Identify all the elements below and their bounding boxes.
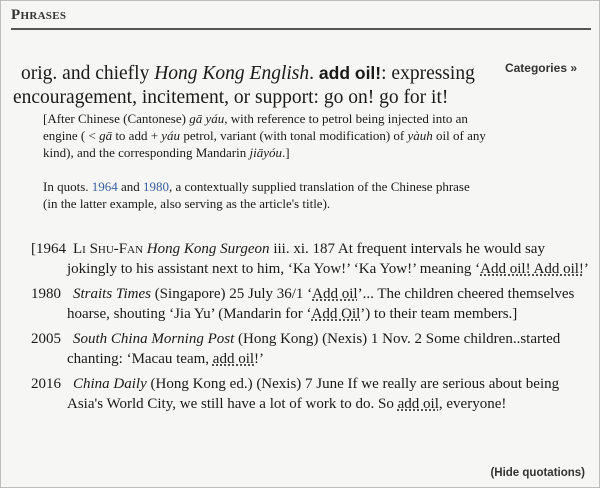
quotation-author: Li Shu-Fan (73, 241, 144, 257)
quotation-item (31, 239, 591, 279)
etymology-text: to add + (112, 128, 162, 143)
quotation-text: , everyone! (438, 396, 507, 412)
etymology-text: [After Chinese (Cantonese) (43, 111, 190, 126)
quotation-text: ’) to their team members.] (360, 306, 518, 322)
quotation-note-text: and (117, 179, 144, 194)
definition-lemma: add oil! (318, 63, 382, 83)
quotation-ref: (Singapore) 25 July 36/1 (150, 286, 304, 302)
section-header (11, 6, 591, 30)
quotation-text: ’ (583, 261, 589, 277)
quotation-ref: (Hong Kong) (Nexis) 1 Nov. 2 (234, 331, 423, 347)
quotation-ref: (Hong Kong ed.) (Nexis) 7 June (146, 376, 344, 392)
quotation-text: If we really are serious about being Asia's World City, we still have a lot of work to do. So (67, 376, 560, 412)
year-link-1964[interactable]: 1964 (91, 179, 118, 194)
definition-region: Hong Kong English (154, 63, 310, 84)
categories-link[interactable]: Categories » (504, 61, 577, 75)
etymology-word: gā (99, 128, 113, 143)
quotation-year: 1980 (31, 286, 61, 302)
quotation-text: At frequent intervals he would say jokingly to his assistant next to him, ‘Ka Yow!’ ‘Ka Yow!’ meaning ‘ (67, 241, 545, 277)
etymology-word: jiāyóu (249, 145, 283, 160)
hide-quotations-link[interactable]: (Hide quotations) (490, 467, 585, 479)
quotation-note-text: In quots. (43, 179, 92, 194)
quotation-highlight: Add oil (312, 286, 358, 302)
etymology-text: oil of any kind), and the corresponding Mandarin (43, 128, 486, 160)
definition-text: : expressing encouragement, incitement, or support: go on! go for it! (13, 63, 475, 108)
etymology-word: yáu (161, 128, 181, 143)
etymology-text: .] (282, 145, 290, 160)
quotation-item (31, 374, 591, 414)
quotation-note (43, 178, 483, 212)
quotation-highlight: add oil (397, 396, 439, 412)
etymology (43, 110, 493, 161)
quotation-highlight: add oil (212, 351, 255, 367)
quotation-text: Some children..started chanting: ‘Macau team, (67, 331, 561, 367)
quotation-note-text: , a contextually supplied translation of the Chinese phrase (in the latter example, also serving as the article's title). (43, 179, 470, 211)
quotation-highlight: Add oil! Add oil! (480, 261, 584, 277)
quotation-year: 2016 (31, 376, 61, 392)
quotation-year: [1964 (31, 241, 66, 257)
quotation-item (31, 329, 591, 369)
quotation-item (31, 284, 591, 324)
quotation-source: Hong Kong Surgeon (146, 241, 270, 257)
etymology-word: gā yáu (189, 111, 225, 126)
quotation-ref: iii. xi. 187 (269, 241, 335, 257)
definition (13, 61, 503, 110)
quotation-source: China Daily (73, 376, 147, 392)
quotation-text: ’... The children cheered themselves hoarse, shouting ‘Jia Yu’ (Mandarin for ‘ (67, 286, 575, 322)
quotation-source: South China Morning Post (73, 331, 235, 347)
etymology-text: petrol, variant (with tonal modification) of (180, 128, 408, 143)
section-title: Phrases (11, 7, 67, 23)
etymology-text: , with reference to petrol being injected into an engine ( < (43, 111, 468, 143)
etymology-word: yàuh (407, 128, 433, 143)
definition-prefix: orig. and chiefly (21, 63, 155, 84)
year-link-1980[interactable]: 1980 (143, 179, 170, 194)
quotation-text: !’ (254, 351, 265, 367)
quotation-text: ‘ (307, 286, 313, 302)
quotation-highlight: Add Oil (311, 306, 361, 322)
quotation-year: 2005 (31, 331, 61, 347)
quotations-list (31, 239, 591, 419)
quotation-source: Straits Times (73, 286, 151, 302)
definition-sep: . (309, 63, 319, 84)
